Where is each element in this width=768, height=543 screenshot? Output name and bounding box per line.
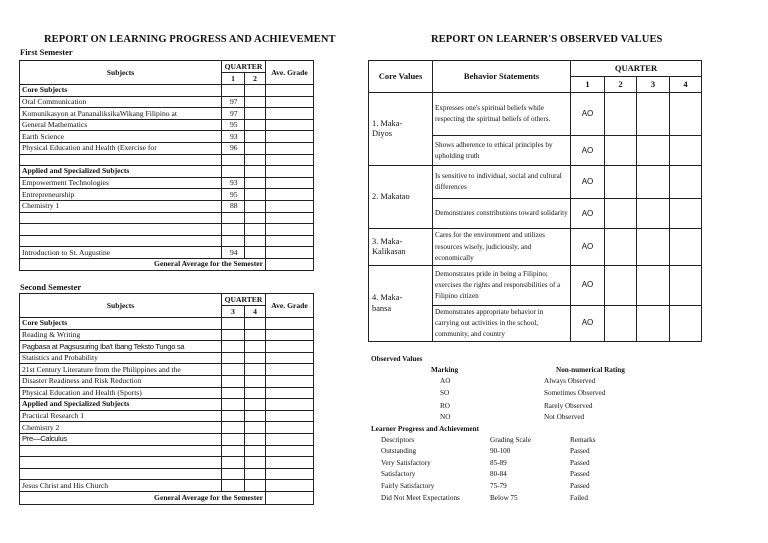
observed-values-label: Observed Values <box>371 355 423 363</box>
average-grade <box>266 131 314 143</box>
quarter-a-grade <box>222 224 245 236</box>
average-grade <box>266 224 314 236</box>
quarter-2-header: 2 <box>245 73 266 85</box>
subject-name: Jesus Christ and His Church <box>20 480 222 492</box>
quarter-1-marking: AO <box>571 305 605 341</box>
grade-row <box>20 96 314 108</box>
descriptor: Outstanding <box>381 447 417 455</box>
grade-row <box>20 235 314 247</box>
grading-scale: 75-79 <box>490 482 507 491</box>
descriptor: Satisfactory <box>381 470 416 479</box>
subject-name: Introduction to St. Augustine <box>20 247 222 259</box>
quarter-a-grade: 88 <box>222 200 245 212</box>
remarks-header: Remarks <box>570 436 596 444</box>
quarter-3-marking <box>637 229 670 265</box>
behavior-row <box>369 166 702 199</box>
grade-row <box>20 468 314 480</box>
quarter-4-marking <box>670 305 702 341</box>
marking-description: Sometimes Observed <box>544 389 606 397</box>
quarter-b-grade <box>245 235 266 247</box>
core-value-label: 3. Maka- Kalikasan <box>369 229 433 265</box>
quarter-b-grade <box>245 96 266 108</box>
quarter-b-grade <box>245 445 266 457</box>
grade-row <box>20 433 314 445</box>
quarter-b-grade <box>245 341 266 353</box>
general-average-label: General Average for the Semester <box>20 491 266 504</box>
grading-scale: 85-89 <box>490 458 507 467</box>
remarks: Passed <box>570 482 590 491</box>
quarter-a-grade <box>222 341 245 353</box>
remarks: Failed <box>570 493 588 502</box>
average-grade <box>266 468 314 480</box>
marking-code: RO <box>440 402 450 410</box>
second-semester-label: Second Semester <box>20 282 82 292</box>
average-grade <box>266 247 314 259</box>
quarter-a-grade: 95 <box>222 189 245 201</box>
ave-grade-header: Ave. Grade <box>266 61 314 85</box>
quarter-b-grade <box>245 375 266 387</box>
quarter-b-grade <box>245 352 266 364</box>
marking-description: Not Observed <box>544 413 585 421</box>
grade-row <box>20 212 314 224</box>
quarter-a-grade <box>222 154 245 166</box>
quarter-b-grade <box>245 166 266 178</box>
quarter-a-grade <box>222 399 245 411</box>
quarter-a-grade <box>222 468 245 480</box>
quarter-b-grade <box>245 200 266 212</box>
quarter-b-grade <box>245 177 266 189</box>
grade-row <box>20 341 314 353</box>
quarter-b-grade <box>245 364 266 376</box>
subject-name <box>20 154 222 166</box>
average-grade <box>266 399 314 411</box>
core-value-label: 1. Maka- Diyos <box>369 93 433 166</box>
core-values-header: Core Values <box>369 61 433 93</box>
grading-scale-header: Grading Scale <box>490 436 531 444</box>
subject-group-label: Applied and Specialized Subjects <box>20 399 222 411</box>
grade-row <box>20 387 314 399</box>
grade-row <box>20 375 314 387</box>
quarter-4-marking <box>670 93 702 136</box>
grade-row <box>20 352 314 364</box>
average-grade <box>266 341 314 353</box>
subject-name: 21st Century Literature from the Philippines and the <box>20 364 222 376</box>
subject-name <box>20 445 222 457</box>
quarter-a-grade: 97 <box>222 96 245 108</box>
subject-name: Reading & Writing <box>20 329 222 341</box>
grade-row <box>20 108 314 120</box>
grade-row <box>20 329 314 341</box>
grade-row <box>20 480 314 492</box>
quarter-1-marking: AO <box>571 93 605 136</box>
average-grade <box>266 85 314 97</box>
average-grade <box>266 119 314 131</box>
behavior-statements-header: Behavior Statements <box>433 61 571 93</box>
quarter-a-grade: 95 <box>222 119 245 131</box>
subject-name: Chemistry 1 <box>20 200 222 212</box>
quarter-4-header: 4 <box>245 306 266 318</box>
grade-row <box>20 399 314 411</box>
quarter-b-grade <box>245 154 266 166</box>
quarter-b-grade <box>245 131 266 143</box>
grade-row <box>20 318 314 330</box>
grade-row <box>20 166 314 178</box>
average-grade <box>266 166 314 178</box>
behavior-row <box>369 265 702 305</box>
quarter-4-marking <box>670 229 702 265</box>
quarter-3-header: 3 <box>637 77 670 93</box>
grading-scale: Below 75 <box>490 493 518 502</box>
grading-scale: 80-84 <box>490 470 507 479</box>
quarter-4-marking <box>670 265 702 305</box>
quarter-b-grade <box>245 422 266 434</box>
grade-row <box>20 422 314 434</box>
subject-name: Empowerment Technologies <box>20 177 222 189</box>
grade-row <box>20 457 314 469</box>
subject-group-label: Applied and Specialized Subjects <box>20 166 222 178</box>
core-value-label: 2. Makatao <box>369 166 433 229</box>
average-grade <box>266 177 314 189</box>
ave-grade-header: Ave. Grade <box>266 294 314 318</box>
average-grade <box>266 142 314 154</box>
average-grade <box>266 422 314 434</box>
behavior-statement: Expresses one's spiritual beliefs while respecting the spiritual beliefs of others. <box>433 93 571 136</box>
subject-group-label: Core Subjects <box>20 318 222 330</box>
grade-row <box>20 119 314 131</box>
marking-code: NO <box>440 413 451 421</box>
quarter-1-header: 1 <box>571 77 605 93</box>
marking-description: Always Observed <box>544 377 596 385</box>
descriptors-header: Descriptors <box>381 436 415 444</box>
subject-name <box>20 468 222 480</box>
quarter-2-marking <box>605 199 637 229</box>
quarter-header: QUARTER <box>222 61 266 73</box>
quarter-2-marking <box>605 166 637 199</box>
quarter-2-marking <box>605 136 637 166</box>
descriptor: Very Satisfactory <box>381 458 431 467</box>
behavior-statement: Cares for the environment and utilizes resources wisely, judiciously, and economically <box>433 229 571 265</box>
quarter-b-grade <box>245 142 266 154</box>
quarter-1-marking: AO <box>571 199 605 229</box>
behavior-statement: Demonstrates appropriate behavior in carrying out activities in the school, community, and country <box>433 305 571 341</box>
quarter-a-grade: 93 <box>222 177 245 189</box>
quarter-4-marking <box>670 199 702 229</box>
first-semester-grades-table <box>19 60 314 271</box>
quarter-b-grade <box>245 119 266 131</box>
grade-row <box>20 177 314 189</box>
subject-name: Practical Research 1 <box>20 410 222 422</box>
quarter-b-grade <box>245 329 266 341</box>
grade-row <box>20 200 314 212</box>
remarks: Passed <box>570 458 590 467</box>
average-grade <box>266 387 314 399</box>
quarter-b-grade <box>245 189 266 201</box>
subject-name <box>20 224 222 236</box>
subjects-header: Subjects <box>20 61 222 85</box>
quarter-2-header: 2 <box>605 77 637 93</box>
average-grade <box>266 96 314 108</box>
grading-scale: 90-100 <box>490 447 511 455</box>
average-grade <box>266 445 314 457</box>
quarter-header: QUARTER <box>222 294 266 306</box>
quarter-b-grade <box>245 387 266 399</box>
quarter-a-grade <box>222 387 245 399</box>
quarter-a-grade: 93 <box>222 131 245 143</box>
average-grade <box>266 410 314 422</box>
quarter-b-grade <box>245 212 266 224</box>
average-grade <box>266 329 314 341</box>
observed-values-table <box>368 60 702 342</box>
quarter-b-grade <box>245 318 266 330</box>
quarter-a-grade <box>222 318 245 330</box>
quarter-a-grade <box>222 235 245 247</box>
quarter-2-marking <box>605 93 637 136</box>
quarter-b-grade <box>245 457 266 469</box>
average-grade <box>266 318 314 330</box>
quarter-1-header: 1 <box>222 73 245 85</box>
subject-name: Pre—Calculus <box>20 433 222 445</box>
average-grade <box>266 154 314 166</box>
quarter-1-marking: AO <box>571 265 605 305</box>
general-average-value <box>266 258 314 270</box>
average-grade <box>266 235 314 247</box>
subject-name: Statistics and Probability <box>20 352 222 364</box>
subject-group-label: Core Subjects <box>20 85 222 97</box>
learner-progress-label: Learner Progress and Achievement <box>371 425 479 433</box>
quarter-a-grade: 94 <box>222 247 245 259</box>
quarter-a-grade <box>222 445 245 457</box>
observed-values-title: REPORT ON LEARNER'S OBSERVED VALUES <box>431 34 663 45</box>
non-numerical-rating-header: Non-numerical Rating <box>556 366 625 374</box>
quarter-3-marking <box>637 199 670 229</box>
grade-row <box>20 364 314 376</box>
subject-name: Physical Education and Health (Sports) <box>20 387 222 399</box>
quarter-header: QUARTER <box>571 61 702 77</box>
average-grade <box>266 364 314 376</box>
subject-name <box>20 235 222 247</box>
marking-header: Marking <box>431 366 459 374</box>
quarter-a-grade <box>222 433 245 445</box>
quarter-b-grade <box>245 433 266 445</box>
quarter-4-marking <box>670 136 702 166</box>
average-grade <box>266 480 314 492</box>
behavior-statement: Shows adherence to ethical principles by upholding truth <box>433 136 571 166</box>
average-grade <box>266 108 314 120</box>
average-grade <box>266 457 314 469</box>
descriptor: Fairly Satisfactory <box>381 482 435 491</box>
grade-row <box>20 154 314 166</box>
quarter-2-marking <box>605 305 637 341</box>
average-grade <box>266 352 314 364</box>
general-average-value <box>266 491 314 504</box>
subject-name: Physical Education and Health (Exercise for <box>20 142 222 154</box>
quarter-a-grade <box>222 364 245 376</box>
average-grade <box>266 200 314 212</box>
behavior-row <box>369 229 702 265</box>
quarter-b-grade <box>245 468 266 480</box>
quarter-a-grade <box>222 212 245 224</box>
marking-code: SO <box>440 389 450 397</box>
subject-name <box>20 212 222 224</box>
quarter-3-marking <box>637 136 670 166</box>
quarter-1-marking: AO <box>571 136 605 166</box>
second-semester-grades-table <box>19 293 314 505</box>
core-value-label: 4. Maka- bansa <box>369 265 433 341</box>
quarter-1-marking: AO <box>571 166 605 199</box>
subject-name: Disaster Readiness and Risk Reduction <box>20 375 222 387</box>
quarter-b-grade <box>245 247 266 259</box>
marking-description: Rarely Observed <box>544 402 593 410</box>
grade-row <box>20 131 314 143</box>
subject-name: Entrepreneurship <box>20 189 222 201</box>
quarter-b-grade <box>245 399 266 411</box>
quarter-b-grade <box>245 108 266 120</box>
quarter-a-grade <box>222 375 245 387</box>
grade-row <box>20 142 314 154</box>
first-semester-label: First Semester <box>20 47 73 57</box>
quarter-3-header: 3 <box>222 306 245 318</box>
subject-name <box>20 457 222 469</box>
quarter-2-marking <box>605 265 637 305</box>
descriptor: Did Not Meet Expectations <box>381 493 460 502</box>
subject-name: Pagbasa at Pagsusuring Iba't Ibang Teksto Tungo sa <box>20 341 222 353</box>
average-grade <box>266 189 314 201</box>
quarter-a-grade <box>222 85 245 97</box>
quarter-3-marking <box>637 265 670 305</box>
average-grade <box>266 375 314 387</box>
quarter-a-grade <box>222 352 245 364</box>
behavior-statement: Is sensitive to individual, social and cultural differences <box>433 166 571 199</box>
quarter-a-grade <box>222 329 245 341</box>
subject-name: Oral Communication <box>20 96 222 108</box>
quarter-4-marking <box>670 166 702 199</box>
subject-name: Komunikasyon at PananaliksikaWikang Filipino at <box>20 108 222 120</box>
grade-row <box>20 247 314 259</box>
quarter-b-grade <box>245 85 266 97</box>
subject-name: General Mathematics <box>20 119 222 131</box>
subject-name: Chemistry 2 <box>20 422 222 434</box>
remarks: Passed <box>570 470 590 479</box>
subjects-header: Subjects <box>20 294 222 318</box>
quarter-3-marking <box>637 166 670 199</box>
quarter-3-marking <box>637 305 670 341</box>
behavior-statement: Demonstrates pride in being a Filipino; exercises the rights and responsibilities of a Filipino citizen <box>433 265 571 305</box>
grade-row <box>20 410 314 422</box>
quarter-b-grade <box>245 480 266 492</box>
grade-row <box>20 85 314 97</box>
quarter-4-header: 4 <box>670 77 702 93</box>
grade-row <box>20 224 314 236</box>
quarter-a-grade <box>222 422 245 434</box>
behavior-row <box>369 93 702 136</box>
general-average-label: General Average for the Semester <box>20 258 266 270</box>
behavior-statement: Demonstrates constributions toward solidarity <box>433 199 571 229</box>
remarks: Passed <box>570 447 590 455</box>
quarter-a-grade: 96 <box>222 142 245 154</box>
average-grade <box>266 212 314 224</box>
learning-progress-title: REPORT ON LEARNING PROGRESS AND ACHIEVEMENT <box>44 34 336 45</box>
quarter-b-grade <box>245 410 266 422</box>
marking-code: AO <box>440 377 451 385</box>
quarter-a-grade <box>222 410 245 422</box>
quarter-a-grade: 97 <box>222 108 245 120</box>
quarter-3-marking <box>637 93 670 136</box>
subject-name: Earth Science <box>20 131 222 143</box>
average-grade <box>266 433 314 445</box>
quarter-a-grade <box>222 457 245 469</box>
grade-row <box>20 189 314 201</box>
quarter-b-grade <box>245 224 266 236</box>
quarter-1-marking: AO <box>571 229 605 265</box>
quarter-a-grade <box>222 166 245 178</box>
quarter-2-marking <box>605 229 637 265</box>
grade-row <box>20 445 314 457</box>
quarter-a-grade <box>222 480 245 492</box>
